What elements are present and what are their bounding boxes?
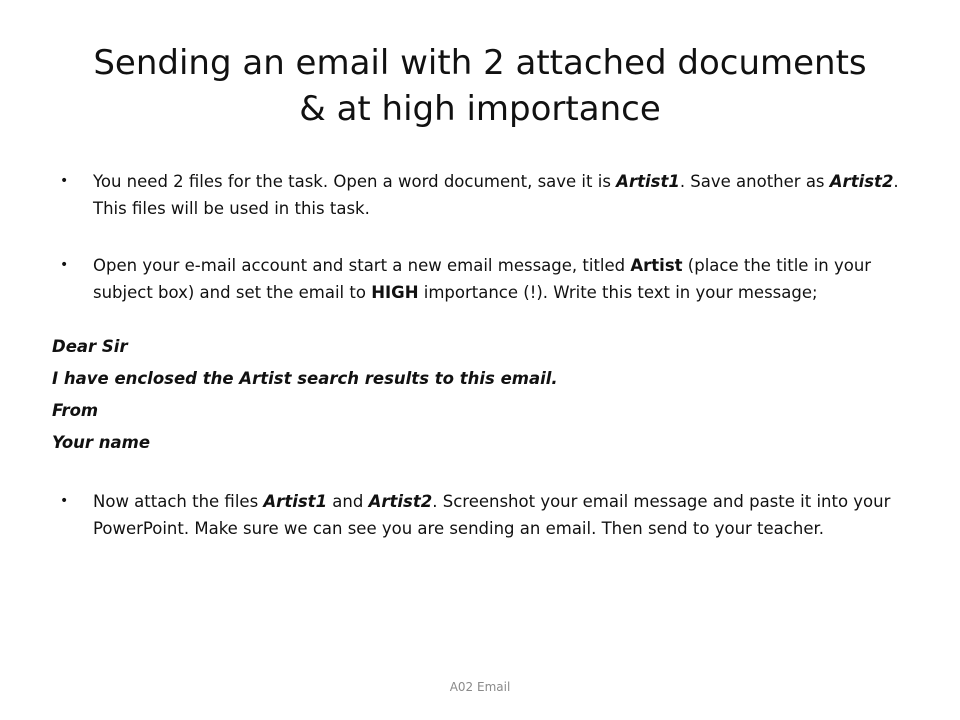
slide-title-line-1: Sending an email with 2 attached documents: [93, 43, 867, 83]
bullet-point-icon: •: [60, 173, 69, 189]
slide-title-line-2: & at high importance: [299, 89, 661, 129]
letter-line-from: From: [52, 401, 99, 420]
bullet-3-file2: Artist2: [368, 492, 433, 511]
letter-line-greeting: Dear Sir: [52, 337, 128, 356]
bullet-point-icon: •: [60, 493, 69, 509]
slide-body: [52, 168, 912, 542]
email-letter-text: [52, 333, 912, 456]
bullet-point-icon: •: [60, 257, 69, 273]
bullet-item-1: [52, 168, 912, 222]
bullet-1-text-part3: . This files will be used in this task.: [93, 172, 899, 218]
bullet-2-importance-word: HIGH: [371, 283, 419, 302]
bullet-3-text-part1: Now attach the files: [93, 492, 264, 511]
bullet-3-file1: Artist1: [263, 492, 328, 511]
bullet-2-text-part1: Open your e-mail account and start a new email message, titled: [93, 256, 631, 275]
bullet-item-3: [52, 488, 912, 542]
bullet-item-2: [52, 252, 912, 306]
slide-footer: A02 Email: [449, 680, 511, 694]
letter-line-body: I have enclosed the Artist search results to this email.: [52, 369, 558, 388]
bullet-3-text-part3: . Screenshot your email message and paste it into your PowerPoint. Make sure we can see you are sending an email. Then send to your teacher.: [93, 492, 891, 538]
bullet-1-file2: Artist2: [829, 172, 894, 191]
slide-title: [60, 40, 900, 132]
bullet-2-text-part3: importance (!). Write this text in your message;: [418, 283, 818, 302]
bullet-2-text-part2: (place the title in your subject box) and set the email to: [93, 256, 872, 302]
bullet-1-text-part2: . Save another as: [679, 172, 830, 191]
bullet-1-text-part1: You need 2 files for the task. Open a word document, save it is: [93, 172, 617, 191]
bullet-3-text-part2: and: [327, 492, 369, 511]
bullet-2-title-word: Artist: [630, 256, 683, 275]
bullet-1-file1: Artist1: [616, 172, 680, 191]
letter-line-name: Your name: [52, 433, 151, 452]
